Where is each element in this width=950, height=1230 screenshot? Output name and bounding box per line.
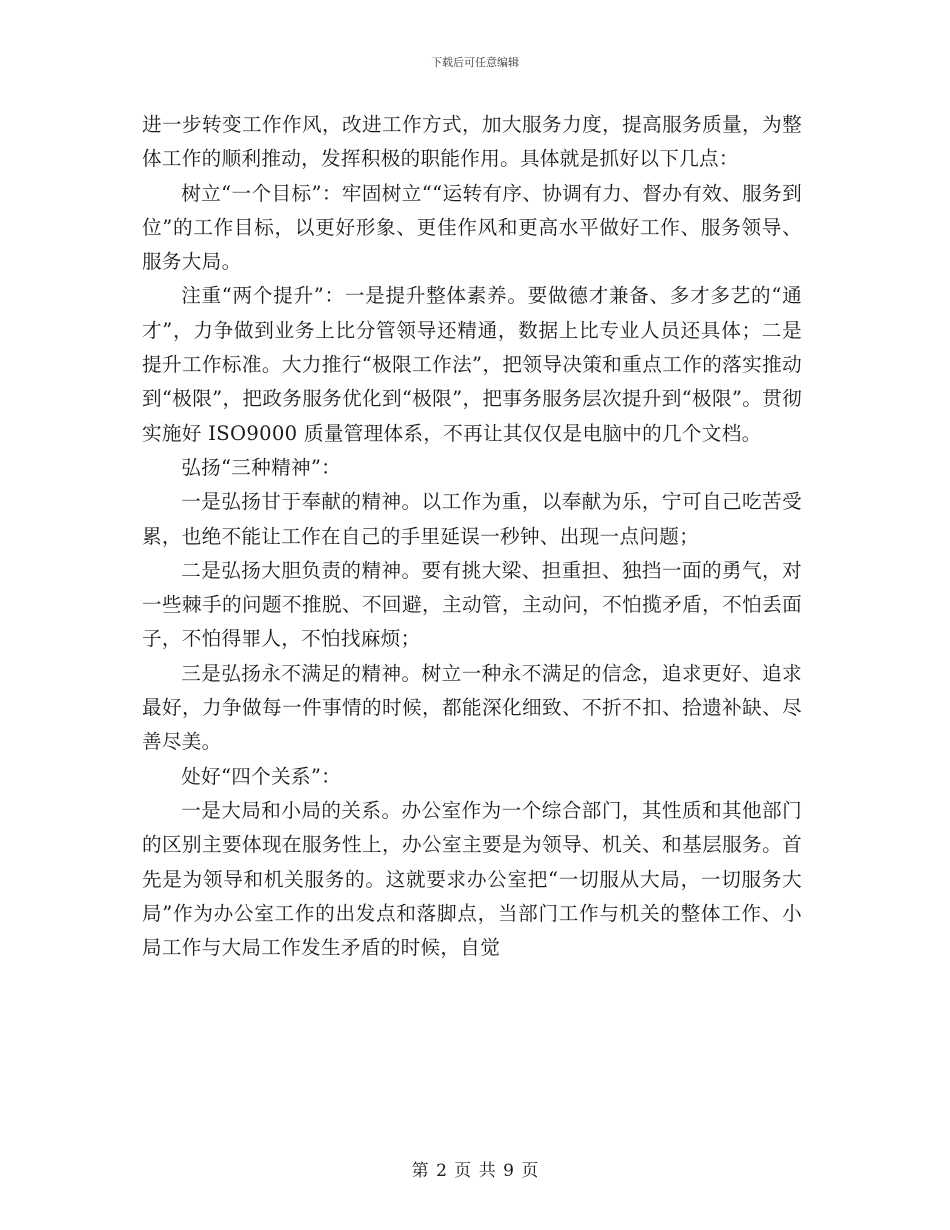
paragraph-relation-one: 一是大局和小局的关系。办公室作为一个综合部门，其性质和其他部门的区别主要体现在服务性上，办公室主要是为领导、机关、和基层服务。首先是为领导和机关服务的。这就要求办公室把“一切服从大局，一切服务大局”作为办公室工作的出发点和落脚点，当部门工作与机关的整体工作、小局工作与大局工作发生矛盾的时候，自觉 (142, 798, 802, 960)
paragraph-spirit-two: 二是弘扬大胆负责的精神。要有挑大梁、担重担、独挡一面的勇气，对一些棘手的问题不推脱、不回避，主动管，主动问，不怕揽矛盾，不怕丢面子，不怕得罪人，不怕找麻烦； (142, 558, 802, 651)
paragraph-intro: 进一步转变工作作风，改进工作方式，加大服务力度，提高服务质量，为整体工作的顺利推动，发挥积极的职能作用。具体就是抓好以下几点： (142, 113, 802, 171)
paragraph-three-spirits-heading: 弘扬“三种精神”： (181, 455, 342, 479)
document-body (142, 108, 802, 965)
paragraph-two-improvements: 注重“两个提升”：一是提升整体素养。要做德才兼备、多才多艺的“通才”，力争做到业务上比分管领导还精通，数据上比专业人员还具体；二是提升工作标准。大力推行“极限工作法”，把领导决策和重点工作的落实推动到“极限”，把政务服务优化到“极限”，把事务服务层次提升到“极限”。贯彻实施好 ISO9000 质量管理体系，不再让其仅仅是电脑中的几个文档。 (142, 284, 802, 445)
paragraph-one-goal: 树立“一个目标”：牢固树立““运转有序、协调有力、督办有效、服务到位”的工作目标，以更好形象、更佳作风和更高水平做好工作、服务领导、服务大局。 (142, 181, 802, 274)
page-number-footer: 第 2 页 共 9 页 (411, 1161, 539, 1181)
paragraph-spirit-one: 一是弘扬甘于奉献的精神。以工作为重，以奉献为乐，宁可自己吃苦受累，也绝不能让工作在自己的手里延误一秒钟、出现一点问题； (142, 490, 802, 548)
page-header-note: 下载后可任意编辑 (431, 56, 519, 69)
paragraph-spirit-three: 三是弘扬永不满足的精神。树立一种永不满足的信念，追求更好、追求最好，力争做每一件事情的时候，都能深化细致、不折不扣、拾遗补缺、尽善尽美。 (142, 661, 802, 754)
paragraph-four-relations-heading: 处好“四个关系”： (181, 764, 342, 788)
